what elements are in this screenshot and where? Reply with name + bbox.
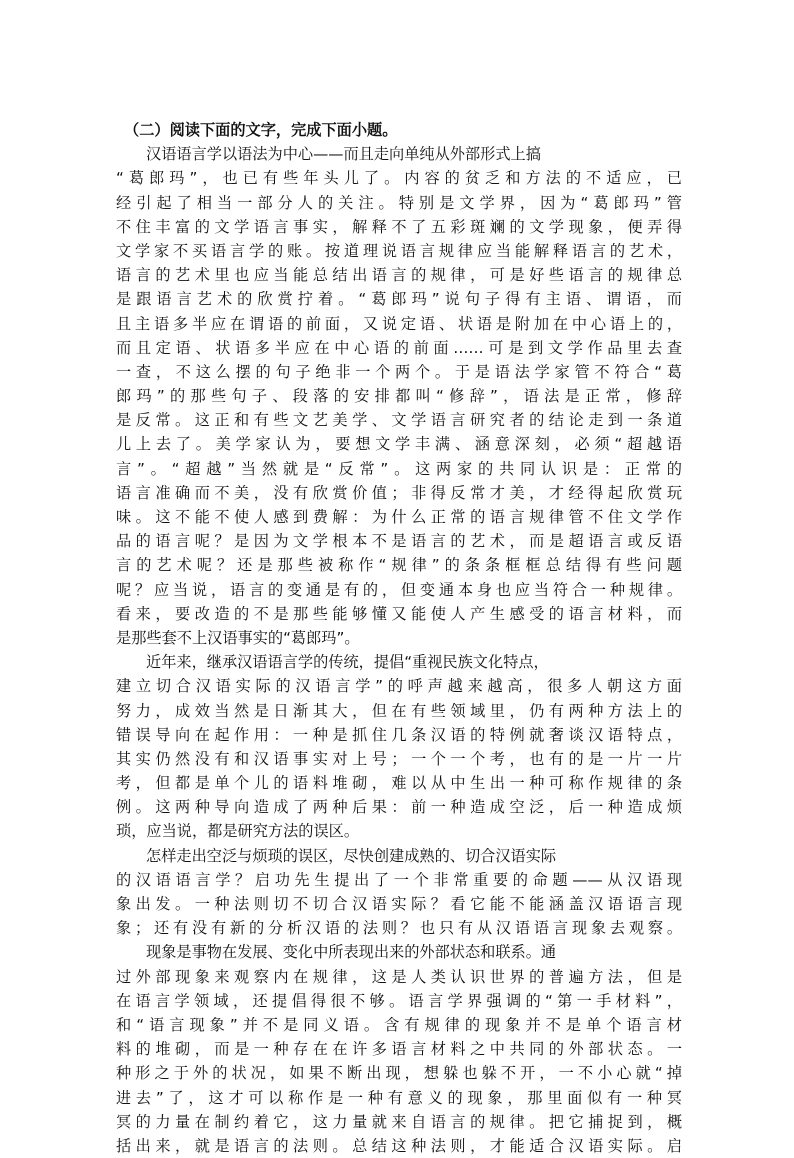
text-line: 象；还有没有新的分析汉语的法则？也只有从汉语语言现象去观察。	[116, 919, 682, 938]
text-line: 其实仍然没有和汉语事实对上号；一个一个考，也有的是一片一片	[116, 749, 682, 768]
text-line: 考，但都是单个儿的语料堆砌，难以从中生出一种可称作规律的条	[116, 774, 682, 793]
text-line: 经引起了相当一部分人的关注。特别是文学界，因为“葛郎玛”管	[116, 193, 682, 212]
text-line: 不住丰富的文学语言事实，解释不了五彩斑斓的文学现象，便弄得	[116, 217, 682, 236]
text-line: 近年来，继承汉语语言学的传统，提倡“重视民族文化特点，	[146, 653, 549, 672]
text-line: 在语言学领域，还提倡得很不够。语言学界强调的“第一手材料”，	[116, 991, 682, 1010]
text-line: 种形之于外的状况，如果不断出现，想躲也躲不开，一不小心就“掉	[116, 1064, 682, 1083]
text-line: 文学家不买语言学的账。按道理说语言规律应当能解释语言的艺术，	[116, 241, 682, 260]
text-line: 言的艺术呢？还是那些被称作“规律”的条条框框总结得有些问题	[116, 556, 682, 575]
text-line: 努力，成效当然是日渐其大，但在有些领域里，仍有两种方法上的	[116, 701, 682, 720]
document-page	[116, 118, 682, 1158]
text-line: 且主语多半应在谓语的前面，又说定语、状语是附加在中心语上的，	[116, 314, 682, 333]
text-line: 郎玛”的那些句子、段落的安排都叫“修辞”，语法是正常，修辞	[116, 387, 682, 406]
text-line: 错误导向在起作用：一种是抓住几条汉语的特例就奢谈汉语特点，	[116, 725, 682, 744]
text-line: 言”。“超越”当然就是“反常”。这两家的共同认识是：正常的	[116, 459, 682, 478]
text-line: 语言准确而不美，没有欣赏价值；非得反常才美，才经得起欣赏玩	[116, 483, 682, 502]
text-line: 怎样走出空泛与烦琐的误区，尽快创建成熟的、切合汉语实际	[146, 846, 557, 865]
text-line: 呢？应当说，语言的变通是有的，但变通本身也应当符合一种规律。	[116, 580, 682, 599]
text-line: 象出发。一种法则切不切合汉语实际？看它能不能涵盖汉语语言现	[116, 895, 682, 913]
text-line: 的汉语语言学？启功先生提出了一个非常重要的命题——从汉语现	[116, 870, 682, 889]
text-line: 例。这两种导向造成了两种后果：前一种造成空泛，后一种造成烦	[116, 798, 682, 817]
section-heading: （二）阅读下面的文字，完成下面小题。	[124, 121, 398, 139]
text-line: 看来，要改造的不是那些能够懂又能使人产生感受的语言材料，而	[116, 604, 682, 623]
article-body	[116, 142, 682, 1158]
text-line: 是反常。这正和有些文艺美学、文学语言研究者的结论走到一条道	[116, 411, 682, 430]
text-line: 冥的力量在制约着它，这力量就来自语言的规律。把它捕捉到，概	[116, 1112, 682, 1131]
text-line: 建立切合汉语实际的汉语言学”的呼声越来越高，很多人朝这方面	[116, 677, 682, 696]
text-line: 语言的艺术里也应当能总结出语言的规律，可是好些语言的规律总	[116, 266, 682, 285]
text-line: 料的堆砌，而是一种存在在许多语言材料之中共同的外部状态。一	[116, 1040, 682, 1059]
text-line: “葛郎玛”，也已有些年头儿了。内容的贫乏和方法的不适应，已	[116, 169, 682, 188]
text-line: 一查，不这么摆的句子绝非一个两个。于是语法学家管不符合“葛	[116, 362, 682, 381]
text-line: 品的语言呢？是因为文学根本不是语言的艺术，而是超语言或反语	[116, 532, 682, 551]
text-line: 儿上去了。美学家认为，要想文学丰满、涵意深刻，必须“超越语	[116, 435, 682, 454]
text-line: 过外部现象来观察内在规律，这是人类认识世界的普遍方法，但是	[116, 967, 682, 986]
text-line: 汉语语言学以语法为中心——而且走向单纯从外部形式上搞	[146, 145, 541, 164]
text-line: 是跟语言艺术的欣赏拧着。“葛郎玛”说句子得有主语、谓语，而	[116, 290, 682, 309]
text-line: 括出来，就是语言的法则。总结这种法则，才能适合汉语实际。启	[116, 1136, 682, 1155]
text-line: 进去”了，这才可以称作是一种有意义的现象，那里面似有一种冥	[116, 1088, 682, 1107]
text-line: 琐，应当说，都是研究方法的误区。	[116, 822, 359, 841]
text-line: 和“语言现象”并不是同义语。含有规律的现象并不是单个语言材	[116, 1015, 682, 1034]
text-line: 味。这不能不使人感到费解：为什么正常的语言规律管不住文学作	[116, 508, 682, 526]
text-line: 是那些套不上汉语事实的“葛郎玛”。	[116, 628, 360, 647]
text-line: 而且定语、状语多半应在中心语的前面……可是到文学作品里去查	[116, 338, 682, 357]
text-line: 现象是事物在发展、变化中所表现出来的外部状态和联系。通	[146, 943, 557, 962]
